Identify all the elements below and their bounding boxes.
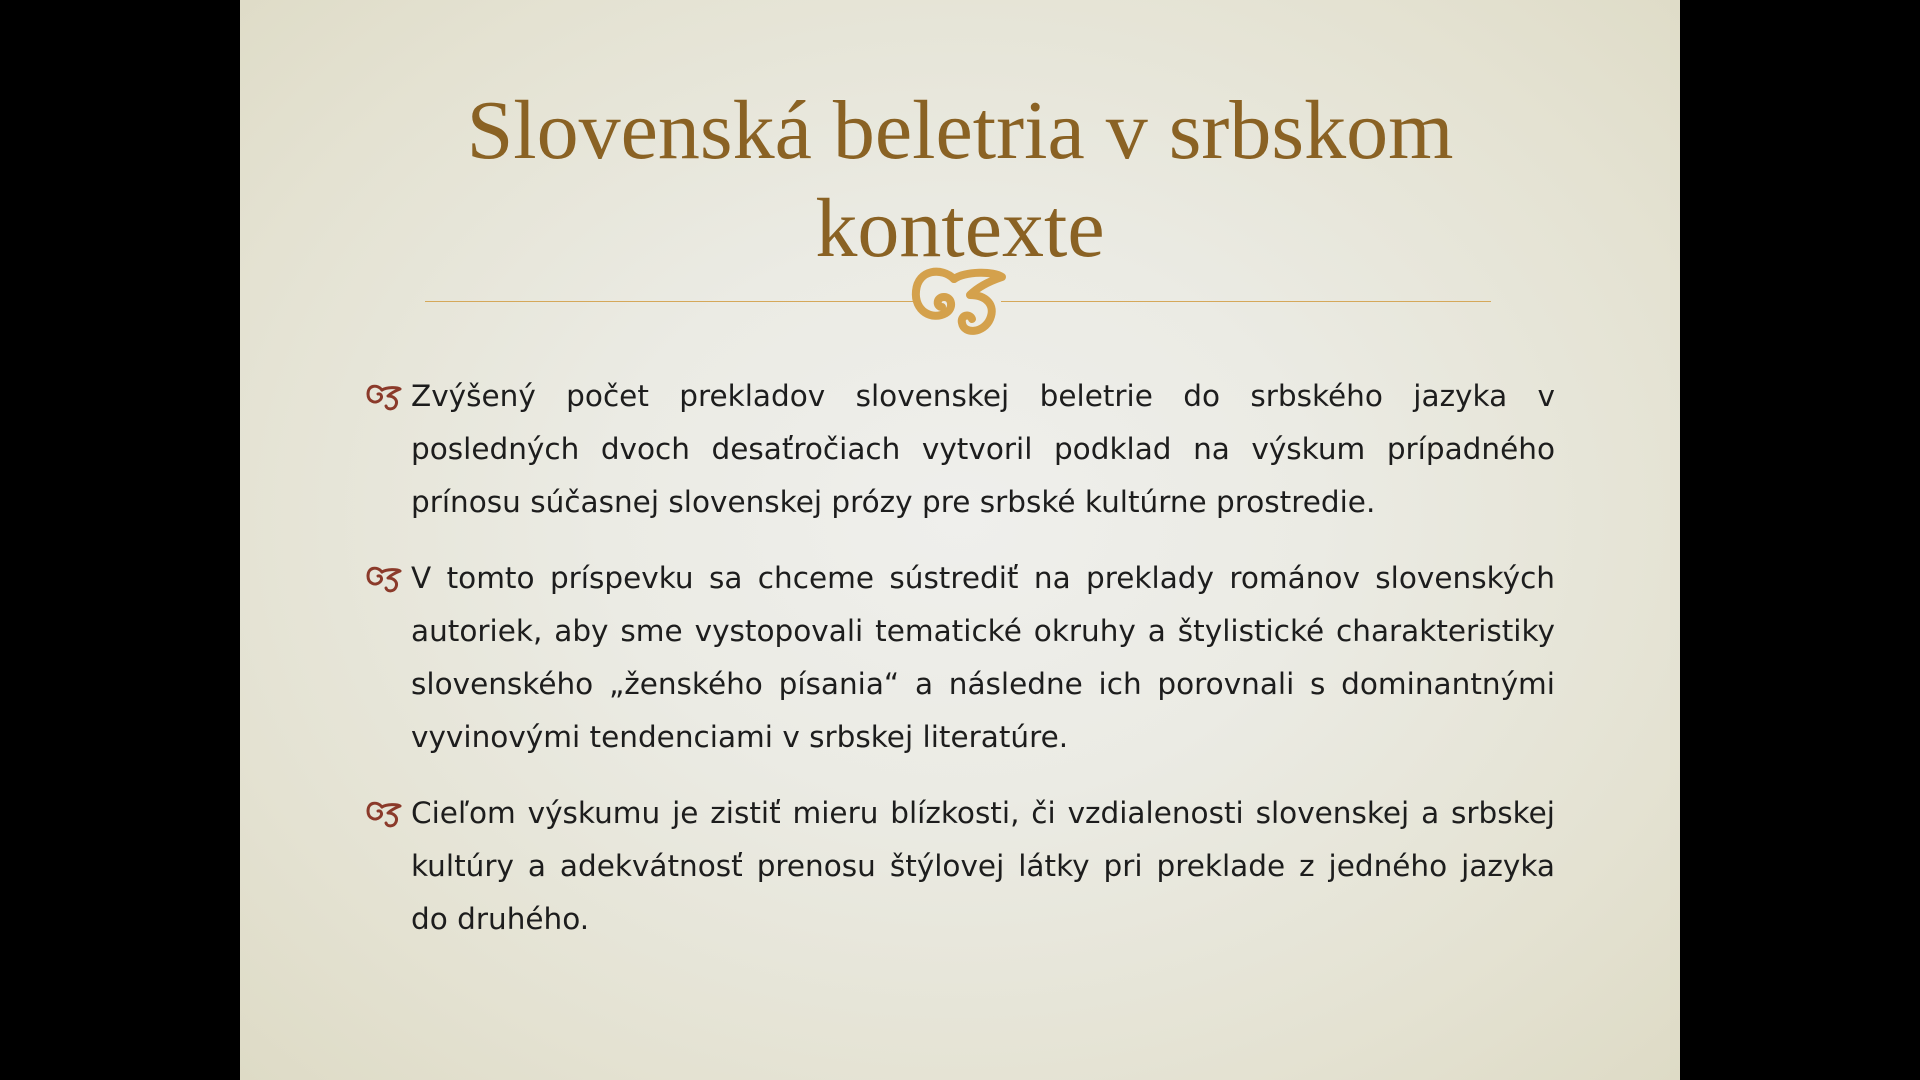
flourish-bullet-icon — [365, 563, 403, 593]
bullet-item — [365, 370, 1555, 529]
bullet-text: V tomto príspevku sa chceme sústrediť na preklady románov slovenských autoriek, aby sme vystopovali tematické okruhy a štylistické charakteristiky slovenského „ženského písania“ a následne ich porovnali s dominantnými vyvinovými tendenciami v srbskej literatúre. — [411, 561, 1555, 754]
bullet-text: Zvýšený počet prekladov slovenskej beletrie do srbského jazyka v posledných dvoch desaťročiach vytvoril podklad na výskum prípadného prínosu súčasnej slovenskej prózy pre srbské kultúrne prostredie. — [411, 379, 1555, 519]
bullet-item — [365, 787, 1555, 946]
bullet-item — [365, 552, 1555, 764]
slide — [240, 0, 1680, 1080]
title-divider — [425, 261, 1491, 343]
bullet-list — [365, 370, 1555, 969]
divider-line-right — [1001, 301, 1491, 302]
bullet-text: Cieľom výskumu je zistiť mieru blízkosti, či vzdialenosti slovenskej a srbskej kultúry a adekvátnosť prenosu štýlovej látky pri preklade z jedného jazyka do druhého. — [411, 796, 1555, 936]
flourish-bullet-icon — [365, 798, 403, 828]
flourish-bullet-icon — [365, 381, 403, 411]
divider-line-left — [425, 301, 915, 302]
slide-title: Slovenská beletria v srbskom kontexte — [466, 84, 1454, 275]
flourish-ornament-icon — [908, 261, 1008, 343]
